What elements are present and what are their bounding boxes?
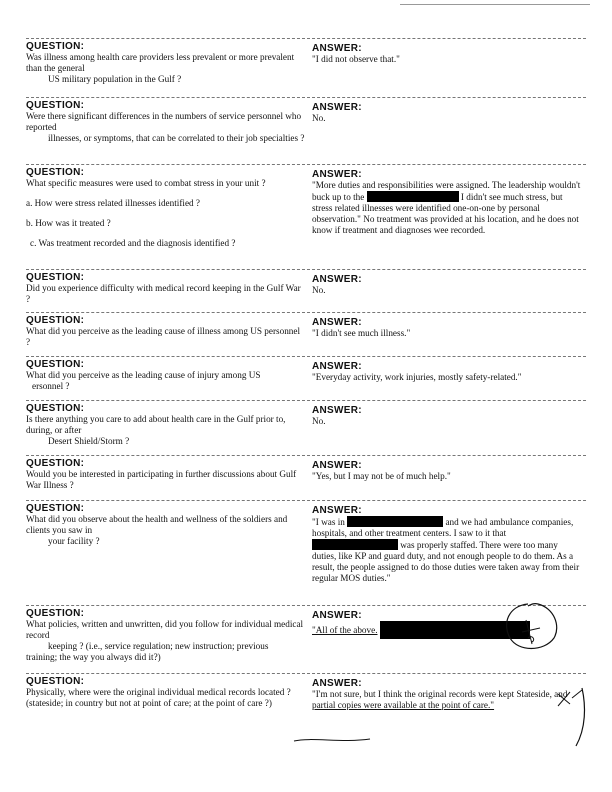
answer-text: "More duties and responsibilities were assigned. The leadership wouldn't buck up to the I didn't see much stress, but stress related illnesses were identified one-on-one by personal observation." No treatment was provided at his location, and he does not know if treatment and diagnoses wee recorded. xyxy=(312,180,581,235)
handwritten-underline-mark xyxy=(292,735,372,745)
qa-row-3 xyxy=(26,164,586,269)
question-text: Did you experience difficulty with medical record keeping in the Gulf War ? xyxy=(26,283,301,304)
question-label: QUESTION: xyxy=(26,315,85,326)
question-col xyxy=(26,165,306,249)
question-col xyxy=(26,313,306,348)
question-text: Is there anything you care to add about health care in the Gulf prior to, during, or after Desert Shield/Storm ? xyxy=(26,414,286,446)
answer-col xyxy=(312,98,584,124)
handwritten-bracket-mark xyxy=(552,682,592,752)
question-col xyxy=(26,98,306,144)
qa-row-9 xyxy=(26,500,586,603)
question-label: QUESTION: xyxy=(26,676,85,687)
answer-text: "I didn't see much illness." xyxy=(312,328,411,338)
question-text: What did you perceive as the leading cause of injury among US ersonnel ? xyxy=(26,370,261,391)
answer-col xyxy=(312,39,584,65)
question-label: QUESTION: xyxy=(26,608,85,619)
handwritten-circle-mark xyxy=(498,598,562,656)
qa-row-1 xyxy=(26,38,586,95)
answer-text: No. xyxy=(312,416,326,426)
question-text: What specific measures were used to combat stress in your unit ? a. How were stress related illnesses identified ? b. How was it treated ? c. Was treatment recorded and the diagnosis identified ? xyxy=(26,178,266,248)
answer-label: ANSWER: xyxy=(312,460,362,471)
question-text: Was illness among health care providers less prevalent or more prevalent than the general US military population in the Gulf ? xyxy=(26,52,295,84)
answer-text: No. xyxy=(312,113,326,123)
answer-col xyxy=(312,165,584,236)
answer-col xyxy=(312,401,584,427)
question-col xyxy=(26,501,306,547)
redaction-block xyxy=(367,191,459,202)
qa-row-8 xyxy=(26,455,586,498)
answer-label: ANSWER: xyxy=(312,102,362,113)
question-text: Physically, where were the original individual medical records located ? (stateside; in country but not at point of care; at the point of care ?) xyxy=(26,687,291,708)
answer-label: ANSWER: xyxy=(312,405,362,416)
redaction-block xyxy=(347,516,443,527)
question-label: QUESTION: xyxy=(26,458,85,469)
question-text: What did you observe about the health and wellness of the soldiers and clients you saw in your facility ? xyxy=(26,514,288,546)
answer-label: ANSWER: xyxy=(312,610,362,621)
answer-col xyxy=(312,456,584,482)
qa-row-4 xyxy=(26,269,586,310)
question-text: Would you be interested in participating in further discussions about Gulf War Illness ? xyxy=(26,469,297,490)
answer-col xyxy=(312,501,584,584)
question-label: QUESTION: xyxy=(26,100,85,111)
question-text: What policies, written and unwritten, did you follow for individual medical record keeping ? (i.e., service regulation; new instruction; previous training; the way you always did it?) xyxy=(26,619,304,662)
question-col xyxy=(26,357,306,392)
answer-text: "I did not observe that." xyxy=(312,54,400,64)
question-label: QUESTION: xyxy=(26,272,85,283)
answer-label: ANSWER: xyxy=(312,678,362,689)
qa-row-11 xyxy=(26,673,586,744)
answer-label: ANSWER: xyxy=(312,43,362,54)
answer-label: ANSWER: xyxy=(312,169,362,180)
answer-col xyxy=(312,270,584,296)
answer-label: ANSWER: xyxy=(312,505,362,516)
answer-col xyxy=(312,357,584,383)
qa-row-7 xyxy=(26,400,586,453)
answer-col xyxy=(312,674,584,711)
answer-text: "Yes, but I may not be of much help." xyxy=(312,471,451,481)
answer-label: ANSWER: xyxy=(312,361,362,372)
top-rule xyxy=(400,4,590,5)
question-label: QUESTION: xyxy=(26,503,85,514)
question-label: QUESTION: xyxy=(26,167,85,178)
question-text: Were there significant differences in the numbers of service personnel who reported illnesses, or symptoms, that can be correlated to their job specialties ? xyxy=(26,111,305,143)
redaction-block xyxy=(312,539,398,550)
answer-text: "I'm not sure, but I think the original records were kept Stateside, and partial copies were available at the point of care." xyxy=(312,689,568,710)
answer-label: ANSWER: xyxy=(312,317,362,328)
question-col xyxy=(26,270,306,305)
answer-text: "Everyday activity, work injuries, mostly safety-related." xyxy=(312,372,522,382)
qa-row-5 xyxy=(26,312,586,353)
answer-text: "I was in and we had ambulance companies, hospitals, and other treatment centers. I saw to it that was properly staffed. There were too many duties, like KP and guard duty, and not enough people to do them. As a result, the people assigned to do those duties were taken away from their regular MOS duties." xyxy=(312,517,580,583)
qa-row-2 xyxy=(26,97,586,164)
question-label: QUESTION: xyxy=(26,403,85,414)
question-col xyxy=(26,39,306,85)
answer-col xyxy=(312,313,584,339)
question-col xyxy=(26,606,306,663)
question-col xyxy=(26,401,306,447)
question-col xyxy=(26,456,306,491)
question-text: What did you perceive as the leading cause of illness among US personnel ? xyxy=(26,326,301,347)
answer-text: "All of the above. xyxy=(312,621,584,639)
answer-label: ANSWER: xyxy=(312,274,362,285)
question-label: QUESTION: xyxy=(26,41,85,52)
question-label: QUESTION: xyxy=(26,359,85,370)
question-col xyxy=(26,674,306,709)
answer-text: No. xyxy=(312,285,326,295)
qa-row-6 xyxy=(26,356,586,397)
